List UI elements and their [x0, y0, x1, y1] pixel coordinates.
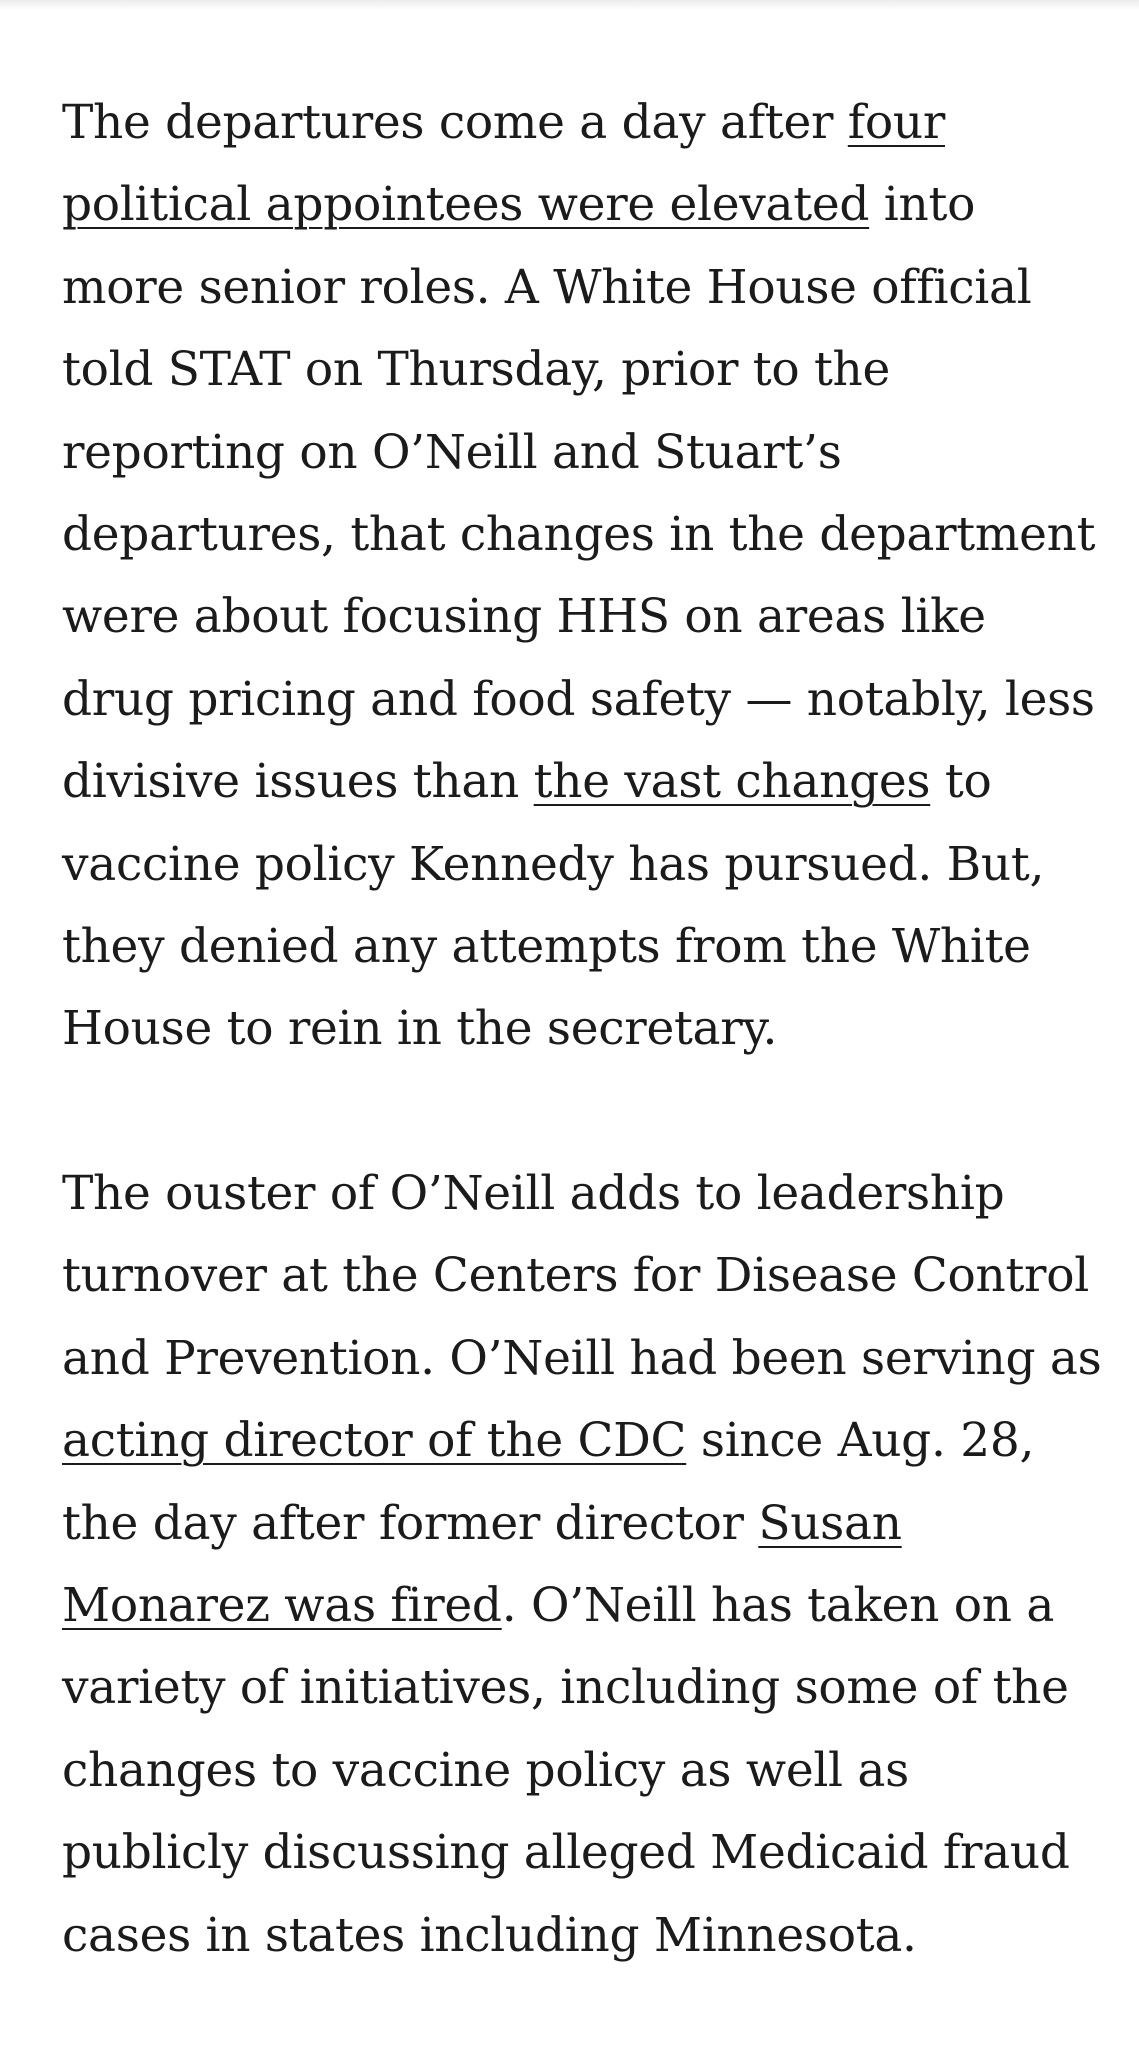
paragraph-text: since Aug. 28, the day after former director: [62, 1413, 1035, 1551]
link-four-political-appointees[interactable]: four political appointees were elevated: [62, 95, 946, 233]
paragraph-text: The departures come a day after: [62, 95, 834, 150]
article-body: [62, 82, 1102, 2059]
link-acting-director-cdc[interactable]: acting director of the CDC: [62, 1413, 687, 1469]
paragraph-text: . O’Neill has taken on a variety of initiatives, including some of the changes to vaccine policy as well as publicly discussing alleged Medicaid fraud cases in states including Minnesota.: [62, 1577, 1070, 1963]
paragraph-ouster: [62, 1153, 1102, 1977]
link-susan-monarez-fired[interactable]: Susan Monarez was fired: [62, 1495, 902, 1633]
top-shadow: [0, 0, 1139, 10]
paragraph-appointees: [62, 82, 1102, 1071]
link-vast-changes[interactable]: the vast changes: [533, 754, 931, 810]
paragraph-text: The ouster of O’Neill adds to leadership turnover at the Centers for Disease Control and Prevention. O’Neill had been serving as: [62, 1165, 1102, 1386]
paragraph-text: to vaccine policy Kennedy has pursued. But, they denied any attempts from the White House to rein in the secretary.: [62, 754, 1045, 1057]
paragraph-text: into more senior roles. A White House official told STAT on Thursday, prior to the reporting on O’Neill and Stuart’s departures, that changes in the department were about focusing HHS on areas like drug pricing and food safety — notably, less divisive issues than: [62, 177, 1096, 810]
